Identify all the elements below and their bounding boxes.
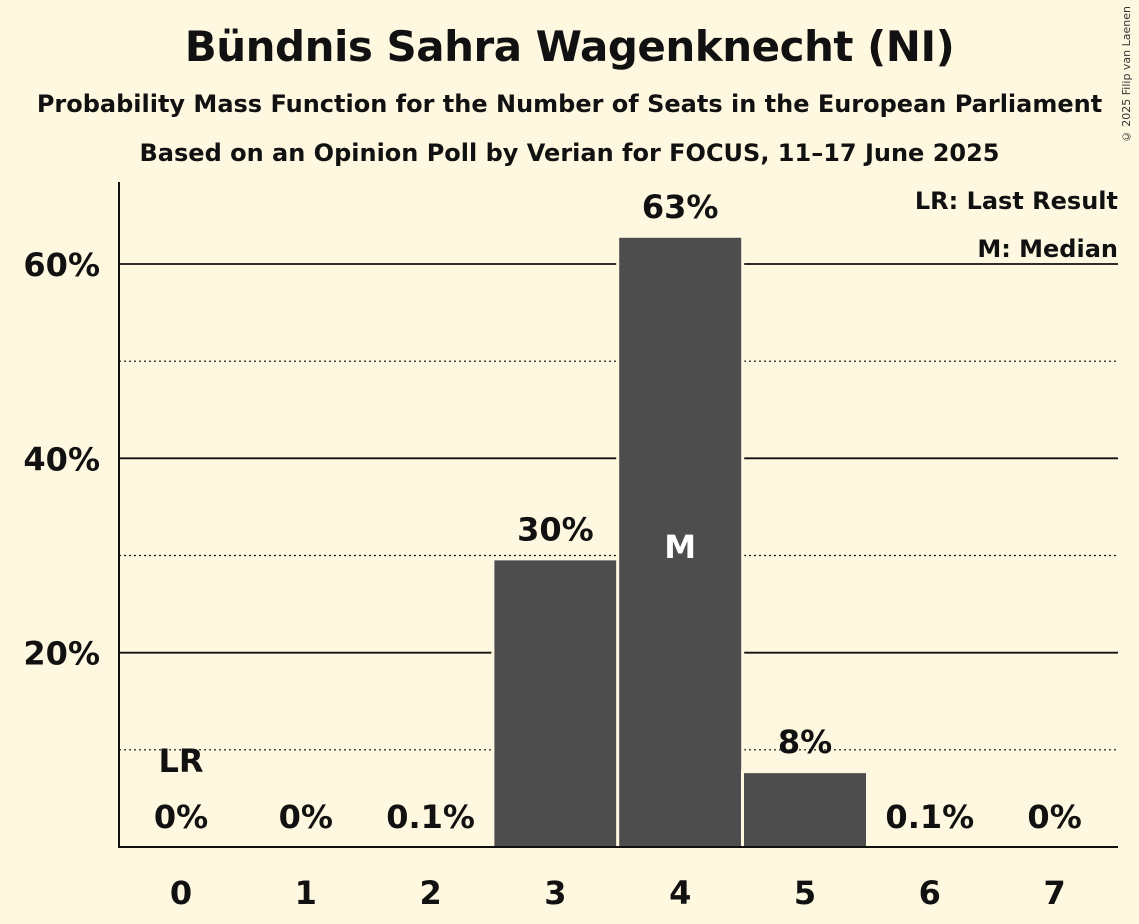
x-tick-label: 0 <box>169 874 193 912</box>
bar <box>494 560 616 847</box>
median-marker: M <box>664 528 697 566</box>
chart-subtitle-source: Based on an Opinion Poll by Verian for FOCUS, 11–17 June 2025 <box>139 139 1000 167</box>
bar <box>744 773 866 847</box>
legend-last-result: LR: Last Result <box>914 187 1118 215</box>
last-result-marker: LR <box>158 742 204 780</box>
x-tick-label: 7 <box>1043 874 1066 912</box>
value-label: 63% <box>641 187 719 226</box>
y-tick-label: 60% <box>23 246 100 284</box>
x-tick-label: 5 <box>793 874 817 912</box>
chart-title: Bündnis Sahra Wagenknecht (NI) <box>184 22 955 71</box>
x-tick-label: 2 <box>419 874 442 912</box>
y-tick-label: 40% <box>23 440 100 479</box>
x-tick-label: 1 <box>294 874 317 912</box>
x-tick-label: 4 <box>669 874 692 912</box>
y-tick-label: 20% <box>23 634 100 673</box>
value-label: 0.1% <box>885 798 975 836</box>
copyright-notice: © 2025 Filip van Laenen <box>1120 6 1133 144</box>
legend-median: M: Median <box>977 235 1118 263</box>
value-label: 0% <box>1027 798 1082 836</box>
value-label: 30% <box>517 510 594 549</box>
value-label: 8% <box>777 723 833 762</box>
x-tick-label: 3 <box>544 874 567 912</box>
chart-subtitle: Probability Mass Function for the Number of Seats in the European Parliament <box>36 90 1103 118</box>
value-label: 0.1% <box>386 798 475 836</box>
x-tick-label: 6 <box>918 874 941 912</box>
value-label: 0% <box>278 798 333 836</box>
value-label: 0% <box>153 798 209 836</box>
